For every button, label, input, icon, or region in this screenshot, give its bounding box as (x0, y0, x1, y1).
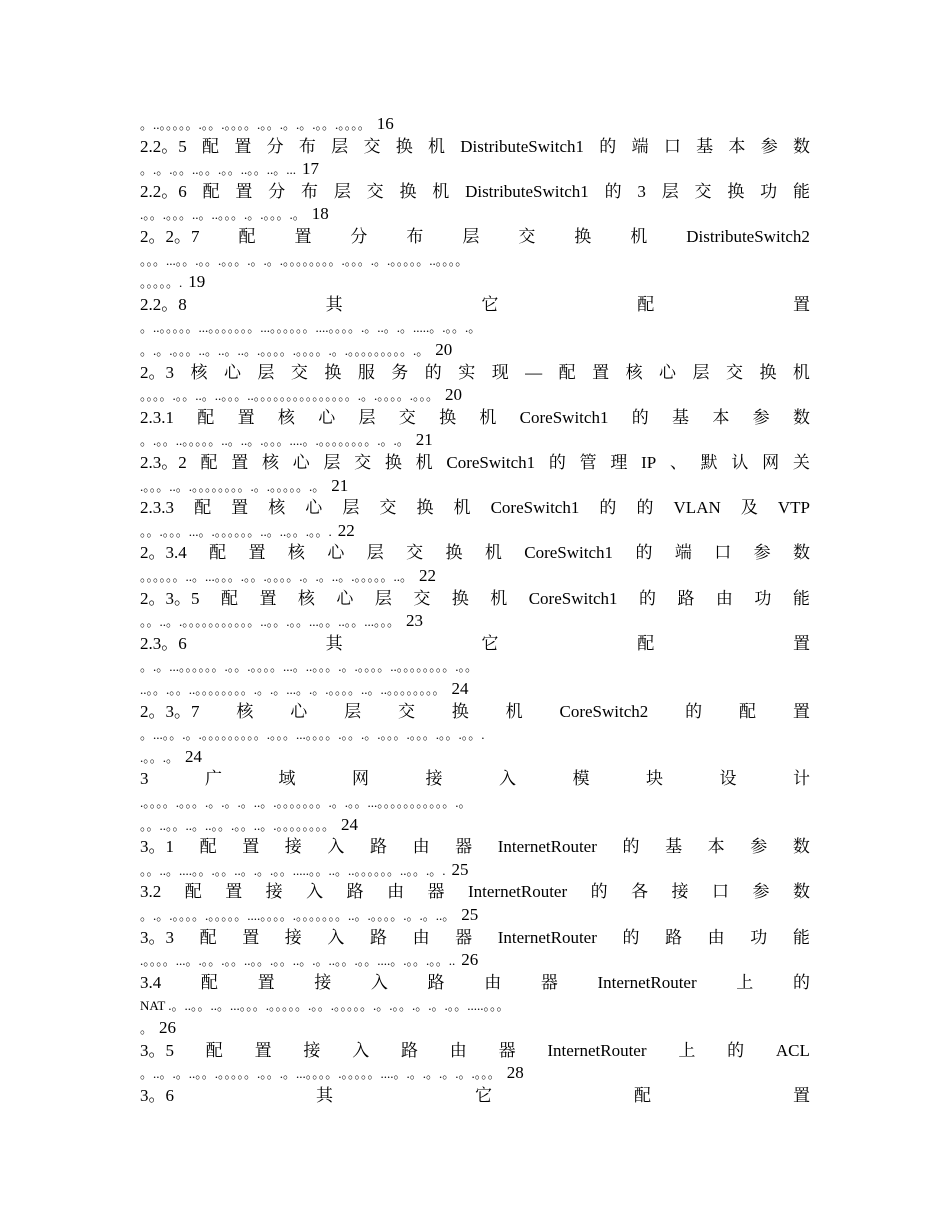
toc-entry-title: 2。3。7 核 心 层 交 换 机 CoreSwitch2 的 配 置 (140, 701, 810, 721)
toc-page-number: 22 (419, 565, 437, 585)
toc-entry-title: 2.2。5 配 置 分 布 层 交 换 机 DistributeSwitch1 的 端 口 基 本 参 数 (140, 136, 810, 156)
toc-entry-title: 2.2。8 其 它 配 置 (140, 294, 810, 314)
toc-page-number: 21 (331, 475, 349, 495)
toc-page-number: 24 (341, 814, 359, 834)
toc-entry[interactable] (140, 407, 810, 452)
toc-leader-dots: .。。.。 (140, 749, 180, 765)
toc-leader-dots: 。..。。。。。.。。.。。。。.。。.。.。.。。.。。。。 (140, 117, 371, 132)
toc-entry-title: 3。1 配 置 接 入 路 由 器 InternetRouter 的 基 本 参 数 (140, 837, 810, 857)
toc-page-number: 22 (337, 520, 355, 540)
toc-entry[interactable] (140, 701, 810, 769)
toc-entry-title: 2.3.3 配 置 核 心 层 交 换 机 CoreSwitch1 的 的 VLAN 及 VTP (140, 498, 810, 518)
toc-leader-dots: 。。..。。..。..。。.。。..。.。。。。。。。。 (140, 817, 336, 833)
toc-leader-dots: 。.。...。。。。。。.。。.。。。。...。..。。。.。.。。。。..。。。。。。。。.。。 (140, 659, 479, 675)
toc-leader-dots: .。。.。。。..。..。。。.。.。。。.。 (140, 207, 306, 223)
toc-leader-dots: 。.。.。。。。.。。。。。....。。。。.。。。。。。。..。.。。。。.。.。..。 (140, 907, 456, 923)
toc-page-number: 16 (376, 114, 394, 133)
toc-entry[interactable] (140, 542, 810, 587)
toc-entry[interactable] (140, 1085, 810, 1108)
toc-entry[interactable] (140, 881, 810, 926)
toc-entry[interactable] (140, 927, 810, 972)
toc-leader-dots: 。。。...。。.。。.。。。.。.。.。。。。。。。。.。。。.。.。。。。。..。。。。 (140, 252, 469, 268)
toc-entry[interactable] (140, 136, 810, 181)
toc-entry[interactable] (140, 226, 810, 294)
toc-entry-title: 2.3。2 配 置 核 心 层 交 换 机 CoreSwitch1 的 管 理 IP 、 默 认 网 关 (140, 453, 810, 472)
toc-entry-title: 2.3。6 其 它 配 置 (140, 633, 810, 653)
toc-entry-title: 2。3。5 配 置 核 心 层 交 换 机 CoreSwitch1 的 路 由 功 能 (140, 588, 810, 608)
toc-entry-title: 2。3.4 配 置 核 心 层 交 换 机 CoreSwitch1 的 端 口 参 数 (140, 543, 810, 563)
toc-leader-dots: 。.。。..。。。。。..。..。.。。。....。.。。。。。。。。.。.。 (140, 433, 410, 449)
toc-leader-dots: 。。..。....。。.。。..。.。.。。.....。。..。..。。。。。。..。。.。. (140, 862, 446, 878)
toc-page-number: 24 (185, 746, 203, 766)
toc-leader-dots: NAT .。..。。..。...。。。.。。。。。.。。.。。。。。.。.。。.。.。.。。.....。。。 (140, 998, 510, 1014)
toc-page-number: 21 (415, 430, 433, 450)
toc-page-number: 25 (461, 904, 479, 924)
toc-entry-title: 3 广 域 网 接 入 模 块 设 计 (140, 769, 810, 789)
toc-leader-dots: 。。..。.。。。。。。。。。。。..。。.。。...。。..。。...。。。 (140, 614, 401, 630)
toc-page-number: 25 (451, 859, 469, 879)
toc-entry-title: 3.2 配 置 接 入 路 由 器 InternetRouter 的 各 接 口 参 数 (140, 882, 810, 902)
toc-leader-dots: 。 (140, 1020, 154, 1036)
toc-entry-title: 2.2。6 配 置 分 布 层 交 换 机 DistributeSwitch1 的 3 层 交 换 功 能 (140, 181, 810, 201)
toc-entry[interactable] (140, 972, 810, 1040)
toc-page-number: 24 (451, 678, 469, 698)
toc-entry[interactable] (140, 452, 810, 497)
toc-entry-title: 2.3.1 配 置 核 心 层 交 换 机 CoreSwitch1 的 基 本 参 数 (140, 407, 810, 427)
toc-entry[interactable] (140, 497, 810, 542)
toc-entry[interactable] (140, 294, 810, 362)
toc-entry[interactable] (140, 633, 810, 701)
toc-leader-dots: .。。。。.。。。.。.。.。..。.。。。。。。。.。.。。...。。。。。。。。。。。.。 (140, 794, 472, 810)
toc-page-number: 26 (461, 950, 479, 970)
toc-entry[interactable] (140, 1040, 810, 1085)
toc-entry[interactable] (140, 588, 810, 633)
toc-page-number: 18 (311, 204, 329, 224)
toc-leader-dots: 。...。。.。.。。。。。。。。。.。。。...。。。。.。。.。.。。。.。。。.。。.。。. (140, 727, 485, 743)
toc-entry[interactable] (140, 362, 810, 407)
toc-leader-dots: 。。.。。。...。.。。。。。。..。..。。.。。. (140, 523, 332, 539)
toc-entry[interactable] (140, 768, 810, 836)
toc-page-number: 23 (406, 611, 424, 631)
toc-entry-title: 2。2。7 配 置 分 布 层 交 换 机 DistributeSwitch2 (140, 227, 810, 246)
toc-page-number: 20 (435, 339, 453, 359)
toc-leader-dots: 。..。.。..。。.。。。。。.。。.。...。。。。.。。。。。....。.。.。.。.。.。。。 (140, 1066, 501, 1082)
toc-entry[interactable] (140, 113, 810, 136)
toc-leader-dots: 。..。。。。。...。。。。。。。...。。。。。。....。。。。.。..。.。.....。.。。.。 (140, 320, 482, 336)
toc-leader-dots: 。.。.。。..。。.。。..。。..。... (140, 162, 297, 178)
toc-leader-dots: .。。。..。.。。。。。。。。.。.。。。。。.。 (140, 478, 326, 494)
toc-entry-title: 3。5 配 置 接 入 路 由 器 InternetRouter 上 的 ACL (140, 1040, 810, 1060)
toc-page-number: 19 (188, 272, 206, 292)
toc-entry[interactable] (140, 181, 810, 226)
toc-entry-title: 2。3 核 心 层 交 换 服 务 的 实 现 — 配 置 核 心 层 交 换 机 (140, 362, 810, 382)
toc-leader-dots: 。。。。。. (140, 275, 183, 291)
toc-leader-dots: 。.。.。。。..。..。..。.。。。。.。。。。.。.。。。。。。。。。.。 (140, 342, 430, 358)
toc-page-number: 20 (445, 385, 463, 405)
toc-leader-dots: ..。。.。。..。。。。。。。。.。.。...。.。.。。。。..。..。。。。。。。。 (140, 681, 446, 697)
toc-entry-title: 3.4 配 置 接 入 路 由 器 InternetRouter 上 的 (140, 972, 810, 992)
toc-page-number: 28 (506, 1063, 524, 1083)
toc-leader-dots: 。。。。。。..。...。。。.。。.。。。。.。.。..。.。。。。。..。 (140, 568, 414, 584)
toc-leader-dots: 。。。。.。。..。..。。。..。。。。。。。。。。。。。。。.。.。。。。.。。。 (140, 388, 440, 404)
toc-page-number: 26 (159, 1017, 177, 1037)
toc-entry[interactable] (140, 836, 810, 881)
toc-leader-dots: .。。。。...。.。。.。。..。。.。。..。.。..。。.。。....。.。。.。。.. (140, 953, 456, 969)
toc-page-number: 17 (302, 159, 320, 179)
toc-entry-title: 3。6 其 它 配 置 (140, 1085, 810, 1105)
toc-entry-title: 3。3 配 置 接 入 路 由 器 InternetRouter 的 路 由 功 能 (140, 927, 810, 947)
